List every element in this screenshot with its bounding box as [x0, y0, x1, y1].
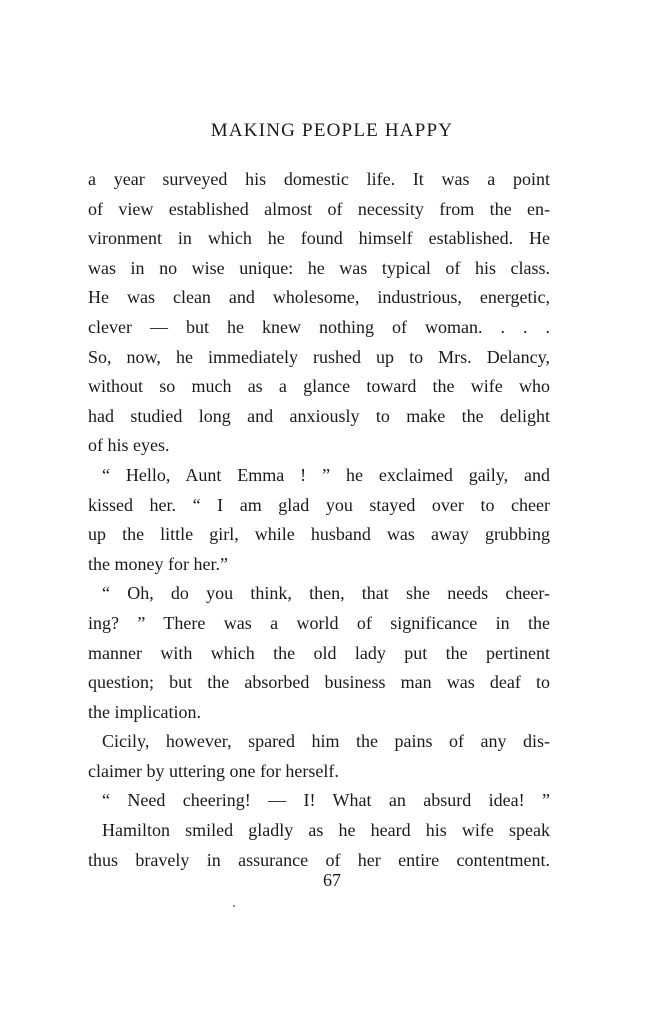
- text-line: question; but the absorbed business man was deaf to: [88, 672, 550, 693]
- text-line: kissed her. “ I am glad you stayed over to cheer: [88, 494, 550, 515]
- print-speck: [233, 905, 235, 907]
- text-line: ing? ” There was a world of significance in the: [88, 612, 550, 633]
- text-line: “ Need cheering! — I! What an absurd idea! ”: [102, 790, 550, 811]
- text-line: Cicily, however, spared him the pains of any dis-: [102, 731, 550, 752]
- body-text: [88, 165, 550, 875]
- text-line: Hamilton smiled gladly as he heard his wife speak: [102, 820, 550, 841]
- text-line: of his eyes.: [88, 435, 170, 456]
- text-line: clever — but he knew nothing of woman. . . .: [88, 316, 550, 337]
- text-line: thus bravely in assurance of her entire contentment.: [88, 849, 550, 870]
- text-line: had studied long and anxiously to make the delight: [88, 405, 550, 426]
- text-line: up the little girl, while husband was away grubbing: [88, 524, 550, 545]
- text-line: was in no wise unique: he was typical of his class.: [88, 257, 550, 278]
- text-line: claimer by uttering one for herself.: [88, 760, 339, 781]
- text-line: of view established almost of necessity from the en-: [88, 198, 550, 219]
- text-line: the money for her.”: [88, 553, 228, 574]
- running-head: MAKING PEOPLE HAPPY: [210, 120, 454, 141]
- text-line: “ Oh, do you think, then, that she needs cheer-: [102, 583, 550, 604]
- text-line: a year surveyed his domestic life. It was a point: [88, 169, 550, 189]
- text-line: He was clean and wholesome, industrious, energetic,: [88, 287, 550, 308]
- text-line: without so much as a glance toward the wife who: [88, 376, 550, 397]
- text-line: vironment in which he found himself established. He: [88, 228, 550, 249]
- text-line: “ Hello, Aunt Emma ! ” he exclaimed gaily, and: [102, 464, 550, 485]
- text-line: So, now, he immediately rushed up to Mrs. Delancy,: [88, 346, 550, 367]
- page-number: 67: [323, 870, 341, 890]
- text-line: manner with which the old lady put the pertinent: [88, 642, 550, 663]
- text-line: the implication.: [88, 701, 201, 722]
